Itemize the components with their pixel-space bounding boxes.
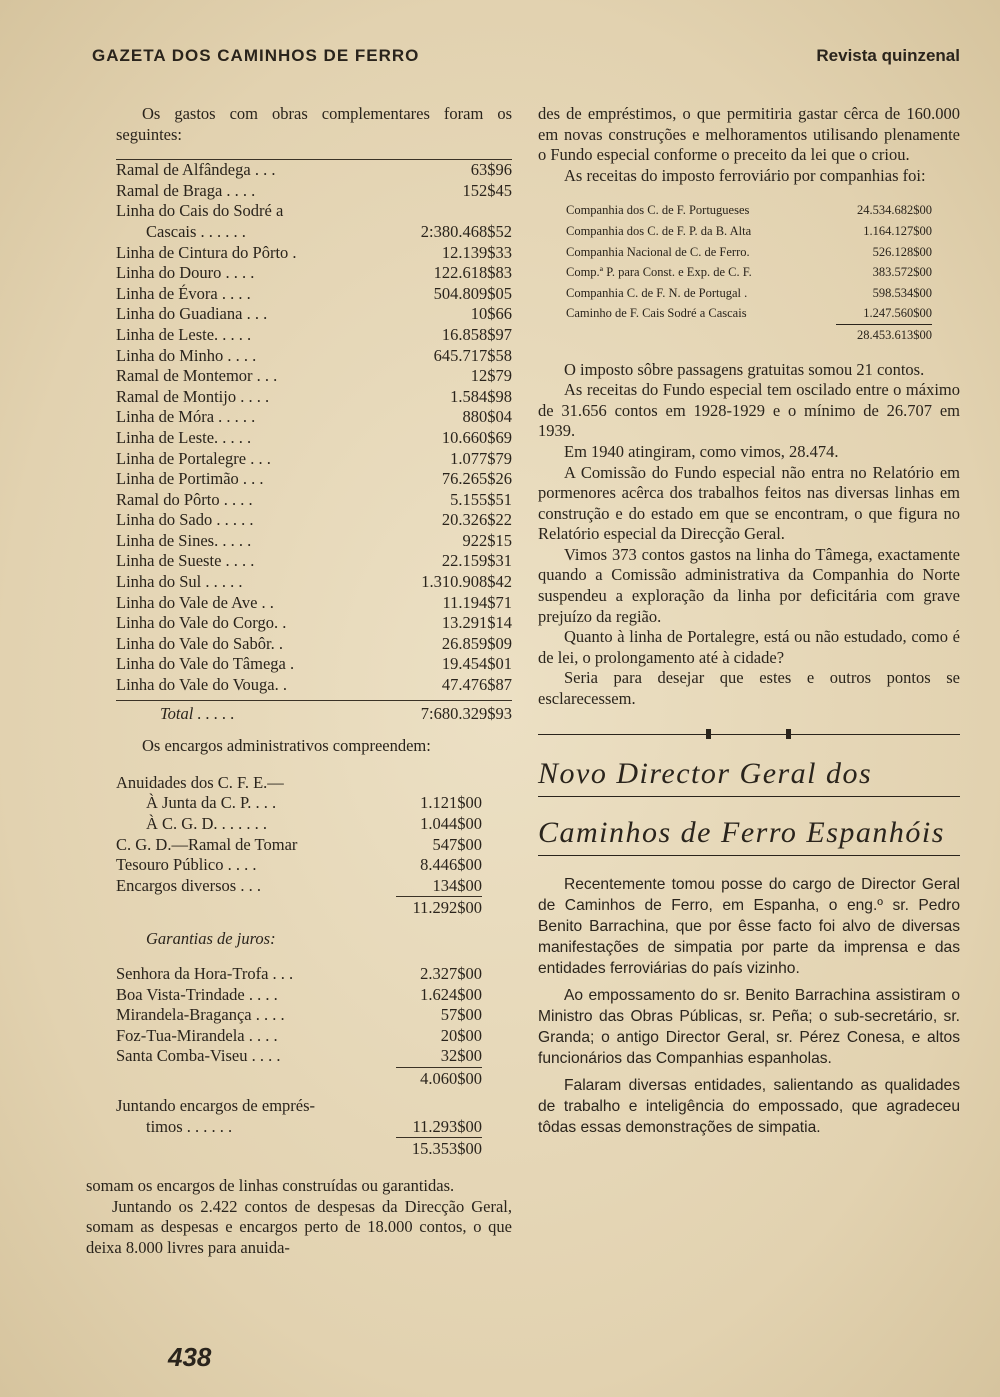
works-row [116,201,512,222]
works-row-label: Linha do Cais do Sodré a [116,201,284,221]
admin-row [116,793,482,814]
works-row-label: Cascais . . . . . . [146,221,246,241]
works-row-label: Linha do Vale do Vouga. . [116,675,287,695]
works-row [116,243,512,264]
guarantee-row [116,1046,482,1067]
guarantees-table [116,964,482,1067]
right-paragraph-7: Vimos 373 contos gastos na linha do Tâmega, exactamente quando a Comissão administrativa da Companhia do Norte suspendeu a exploração da linha por deficitária com grave prejuízo da região. [538,544,960,626]
works-row [116,490,512,511]
works-row-value: 1.584$98 [450,386,512,406]
works-row-label: Linha de Sines. . . . . [116,530,252,550]
works-row-value [412,201,512,222]
works-row-value: 76.265$26 [441,469,512,489]
works-row-label: Linha de Évora . . . . [116,283,251,303]
works-row [116,160,512,181]
admin-row-value: 1.044$00 [420,814,482,833]
company-row-value: 1.164.127$00 [863,223,932,238]
works-row-value: 22.159$31 [441,551,512,571]
company-row-value: 383.572$00 [872,265,932,280]
works-row-value: 1.310.908$42 [421,572,512,592]
left-paragraph-1: somam os encargos de linhas construídas ou garantidas. [86,1176,455,1196]
works-total-row [116,700,512,725]
article-body [538,874,960,1138]
guarantee-row-value: 2.327$00 [420,963,482,983]
works-row-value: 880$04 [462,407,512,427]
works-row-label: Ramal de Alfândega . . . [116,160,276,180]
works-row-label: Ramal de Braga . . . . [116,180,256,200]
works-row-value: 10.660$69 [441,427,512,447]
works-row-value: 13.291$14 [441,613,512,633]
article-paragraph-1: Recentemente tomou posse do cargo de Director Geral de Caminhos de Ferro, em Espanha, o eng.º sr. Pedro Benito Barrachina, que por êsse facto foi alvo de diversas manifestações de simpatia por parte da imprensa e das entidades ferroviárias do país vizinho. [538,875,960,977]
guarantees-title: Garantias de juros: [146,929,276,949]
admin-row [116,814,482,835]
admin-row-label: Anuidades dos C. F. E.— [116,772,284,792]
loans-label-2: timos . . . . . . [146,1116,233,1136]
works-row-value: 10$66 [470,304,512,324]
guarantee-row [116,985,482,1006]
works-row-label: Linha de Portimão . . . [116,469,264,489]
works-row-label: Linha de Móra . . . . . [116,407,256,427]
section-separator [538,724,960,744]
admin-row [116,773,482,794]
company-row [566,283,932,304]
works-row [116,222,512,243]
admin-row-label: Encargos diversos . . . [116,875,261,895]
company-row-value: 1.247.560$00 [863,306,932,321]
works-row [116,572,512,593]
right-paragraph-9: Seria para desejar que estes e outros pontos se esclarecessem. [538,668,960,709]
works-row-label: Linha do Vale do Corgo. . [116,613,287,633]
guarantee-row [116,1005,482,1026]
right-paragraph-2: As receitas do imposto ferroviário por companhias foi: [564,165,926,185]
works-row-value: 63$96 [470,160,512,180]
guarantee-row-value: 1.624$00 [420,984,482,1004]
company-row-label: Companhia dos C. de F. P. da B. Alta [566,223,752,238]
works-row-value: 12$79 [470,366,512,386]
company-row-value: 24.534.682$00 [857,203,932,218]
guarantee-row-value: 20$00 [440,1025,482,1045]
companies-table [566,200,932,345]
works-row-value: 11.194$71 [442,592,512,612]
works-row [116,510,512,531]
works-row-label: Linha do Guadiana . . . [116,304,268,324]
company-row [566,262,932,283]
admin-row-value [382,773,482,794]
company-row-label: Comp.ª P. para Const. e Exp. de C. F. [566,265,752,280]
works-row-value: 5.155$51 [450,489,512,509]
admin-row-label: À Junta da C. P. . . . [146,793,277,813]
guarantees-total: 4.060$00 [396,1067,482,1090]
works-row [116,284,512,305]
works-row-label: Linha de Sueste . . . . [116,551,255,571]
works-row-label: Linha do Minho . . . . [116,345,257,365]
loans-label-1: Juntando encargos de emprés- [116,1095,316,1115]
works-row [116,387,512,408]
works-row-value: 47.476$87 [441,675,512,695]
loans-value: 11.293$00 [412,1116,482,1136]
works-row [116,593,512,614]
guarantee-row-label: Santa Comba-Viseu . . . . [116,1046,281,1066]
works-table [116,159,512,695]
works-row [116,263,512,284]
admin-intro: Os encargos administrativos compreendem: [142,736,431,756]
works-row-value: 645.717$58 [433,345,512,365]
works-row [116,449,512,470]
works-row [116,366,512,387]
admin-total: 11.292$00 [396,896,482,919]
admin-row-label: À C. G. D. . . . . . . [146,814,268,833]
works-row-value: 20.326$22 [441,510,512,530]
companies-total: 28.453.613$00 [836,324,932,346]
company-row [566,221,932,242]
right-column [538,104,960,1138]
works-row-label: Linha do Vale de Ave . . [116,592,274,612]
loans-row-2 [116,1117,482,1138]
admin-table [116,773,482,897]
left-paragraph-2: Juntando os 2.422 contos de despesas da Direcção Geral, somam as despesas e encargos perto de 18.000 contos, o que deixa 8.000 livres para anuida- [86,1196,512,1257]
works-row [116,469,512,490]
works-intro: Os gastos com obras complementares foram os seguintes: [116,104,512,144]
works-row [116,551,512,572]
left-column [86,104,512,1259]
works-row-value: 12.139$33 [441,242,512,262]
admin-row [116,876,482,897]
works-row-label: Ramal do Pôrto . . . . [116,489,253,509]
works-row-label: Linha do Douro . . . . [116,263,255,283]
works-row [116,407,512,428]
works-total-label: Total . . . . . [160,703,235,723]
company-row [566,242,932,263]
works-row-value: 16.858$97 [441,324,512,344]
right-paragraph-1: des de empréstimos, o que permitiria gastar cêrca de 160.000 em novas construções e melhoramentos utilisando plenamente o Fundo especial conforme o preceito da lei que o criou. [538,104,960,165]
works-total-value: 7:680.329$93 [420,703,512,723]
works-row-label: Linha de Leste. . . . . [116,427,252,447]
running-header-subtitle: Revista quinzenal [816,46,960,65]
right-paragraph-6: A Comissão do Fundo especial não entra no Relatório em pormenores acêrca dos trabalhos feitos nas diversas linhas em construção e do estado em que se encontram, o que figura no Relatório especial da Direcção Geral. [538,462,960,544]
works-row [116,613,512,634]
guarantee-row-value: 57$00 [440,1005,482,1025]
admin-row-label: C. G. D.—Ramal de Tomar [116,834,298,854]
guarantee-row [116,1026,482,1047]
works-row-value: 2:380.468$52 [420,221,512,241]
works-row [116,325,512,346]
company-row-value: 526.128$00 [872,244,932,259]
company-row-label: Companhia C. de F. N. de Portugal . [566,285,748,300]
guarantee-row [116,964,482,985]
article-headline-line-2: Caminhos de Ferro Espanhóis [538,811,960,856]
works-row-label: Ramal de Montemor . . . [116,366,278,386]
works-row-label: Linha do Sul . . . . . [116,572,243,592]
guarantee-row-label: Boa Vista-Trindade . . . . [116,984,278,1004]
works-row-value: 19.454$01 [441,654,512,674]
admin-row-value: 134$00 [432,875,482,895]
page-number: 438 [168,1342,212,1372]
company-row-label: Companhia dos C. de F. Portugueses [566,203,750,218]
guarantee-row-value: 32$00 [440,1046,482,1066]
works-row-value: 1.077$79 [450,448,512,468]
works-row-value: 922$15 [462,530,512,550]
works-row [116,675,512,696]
admin-row-label: Tesouro Público . . . . [116,855,257,875]
works-row-value: 26.859$09 [441,633,512,653]
right-paragraph-4: As receitas do Fundo especial tem oscilado entre o máximo de 31.656 contos em 1928-1929 e o mínimo de 26.707 em 1939. [538,380,960,441]
companies-total-row [566,324,932,346]
admin-row [116,855,482,876]
article-paragraph-3: Falaram diversas entidades, salientando as qualidades de trabalho e inteligência do empossado, que agradeceu tôdas essas demonstrações de simpatia. [538,1076,960,1136]
works-row [116,654,512,675]
works-row-label: Linha de Leste. . . . . [116,324,252,344]
company-row [566,200,932,221]
works-row-value: 122.618$83 [433,263,512,283]
works-row-value: 152$45 [462,180,512,200]
grand-total: 15.353$00 [396,1137,482,1160]
article-paragraph-2: Ao empossamento do sr. Benito Barrachina assistiram o Ministro das Obras Públicas, sr. Peña; o sub-secretário, sr. Granda; o antigo Director Geral, sr. Pérez Conesa, e altos funcionários das Companhias espanholas. [538,986,960,1067]
works-row [116,181,512,202]
works-row [116,304,512,325]
guarantee-row-label: Senhora da Hora-Trofa . . . [116,963,294,983]
admin-row-value: 1.121$00 [420,793,482,813]
works-row-label: Ramal de Montijo . . . . [116,386,270,406]
works-row [116,531,512,552]
works-row-label: Linha do Vale do Tâmega . [116,654,295,674]
company-row-value: 598.534$00 [872,285,932,300]
right-paragraph-3: O imposto sôbre passagens gratuitas somou 21 contos. [564,359,925,379]
works-row-label: Linha de Cintura do Pôrto . [116,242,297,262]
works-row [116,428,512,449]
admin-row-value: 8.446$00 [420,855,482,875]
works-row-label: Linha do Vale do Sabôr. . [116,633,283,653]
guarantee-row-label: Foz-Tua-Mirandela . . . . [116,1025,278,1045]
works-row-label: Linha do Sado . . . . . [116,510,254,530]
company-row-label: Companhia Nacional de C. de Ferro. [566,244,750,259]
running-header-title: GAZETA DOS CAMINHOS DE FERRO [92,46,420,65]
works-row-label: Linha de Portalegre . . . [116,448,271,468]
guarantee-row-label: Mirandela-Bragança . . . . [116,1005,285,1025]
right-paragraph-5: Em 1940 atingiram, como vimos, 28.474. [564,441,839,461]
works-row [116,634,512,655]
works-row [116,346,512,367]
works-row-value: 504.809$05 [433,283,512,303]
loans-row-1 [116,1096,482,1117]
right-paragraph-8: Quanto à linha de Portalegre, está ou não estudado, como é de lei, o prolongamento até à cidade? [538,627,960,667]
company-row [566,303,932,324]
company-row-label: Caminho de F. Cais Sodré a Cascais [566,306,747,321]
admin-row [116,835,482,856]
article-headline-line-1: Novo Director Geral dos [538,752,960,797]
admin-row-value: 547$00 [432,834,482,854]
